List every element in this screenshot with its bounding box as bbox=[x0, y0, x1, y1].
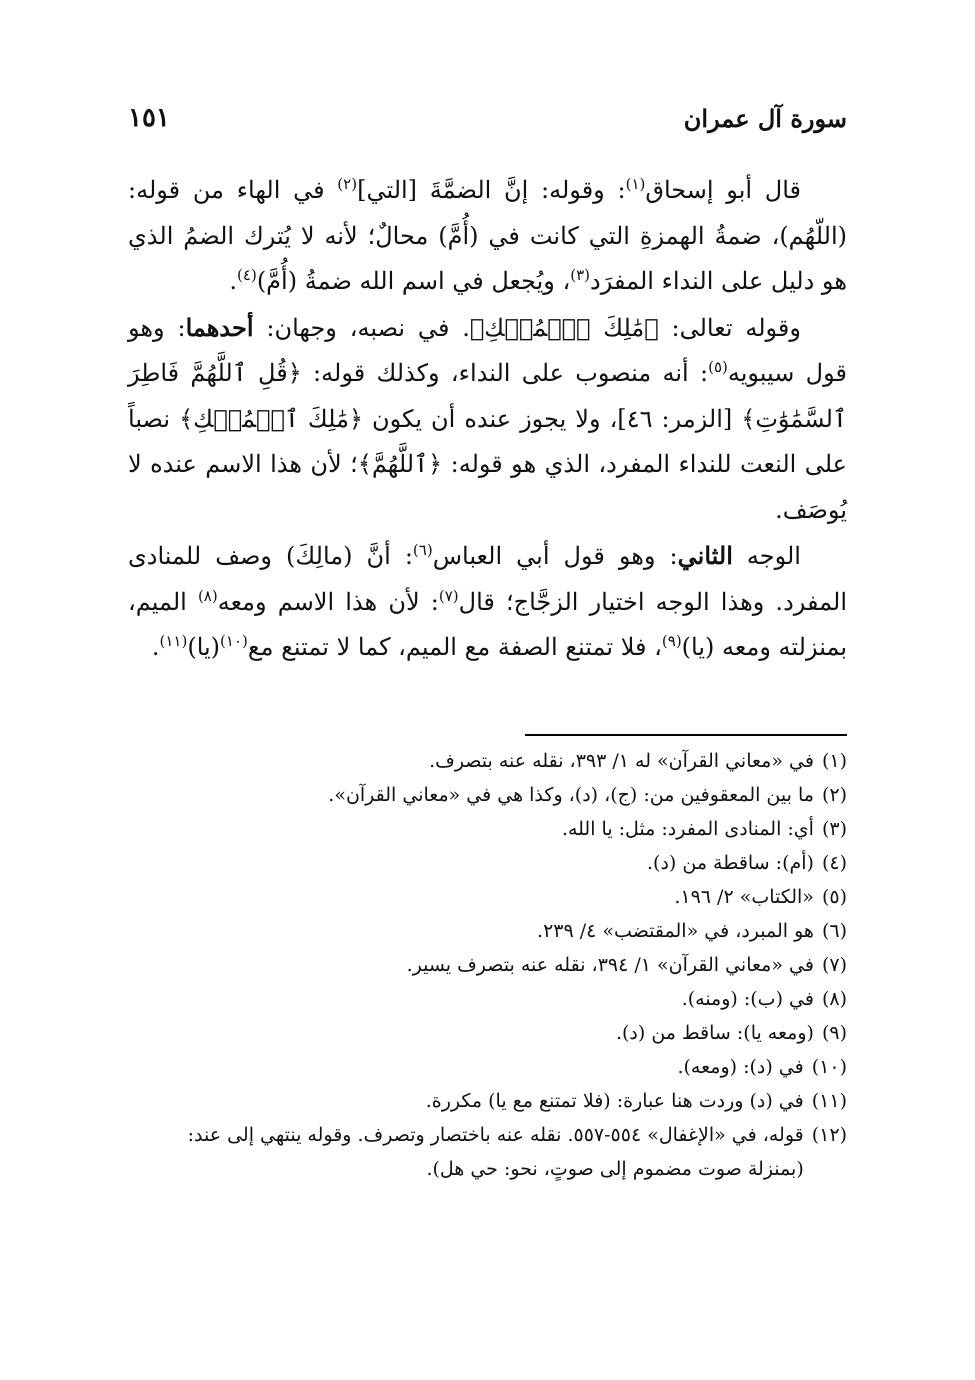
footnote-number: (٨) bbox=[821, 988, 847, 1010]
footnote-ref: (٦) bbox=[412, 541, 433, 559]
footnote-text: ما بين المعقوفين من: (ج)، (د)، وكذا هي في «معاني القرآن». bbox=[328, 784, 814, 806]
text-run: ، ويُجعل في اسم الله ضمةُ (أُمَّ) bbox=[256, 267, 571, 295]
text-run: الوجه bbox=[732, 542, 801, 570]
text-run: . bbox=[151, 633, 160, 661]
footnote bbox=[128, 1084, 847, 1118]
bold-term: الثاني bbox=[677, 541, 733, 570]
footnote-text: في (ب): (ومنه). bbox=[681, 988, 814, 1010]
footnote bbox=[128, 778, 847, 812]
text-run: : أنه منصوب على النداء، وكذلك قوله: ﴿قُلِ ٱللَّهُمَّ فَاطِرَ ٱلسَّمَٰوَٰتِ﴾ [الزمر: ٤٦]، ولا يجوز عنده أن يكون ﴿مَٰلِكَ ٱلۡمُلۡكِ﴾ نصباً على النعت للنداء المفرد، الذي هو قوله: ﴿ٱللَّهُمَّ﴾؛ لأن هذا الاسم عنده لا يُوصَف. bbox=[128, 359, 847, 524]
main-text bbox=[128, 168, 847, 671]
footnote-text: أي: المنادى المفرد: مثل: يا الله. bbox=[561, 818, 814, 840]
footnote-number: (٤) bbox=[821, 852, 847, 874]
footnote bbox=[128, 880, 847, 914]
text-run: الميم، بمنزلته ومعه (يا) bbox=[128, 587, 847, 661]
bold-term: أحدهما bbox=[185, 312, 254, 342]
footnote bbox=[128, 982, 847, 1016]
running-title: سورة آل عمران bbox=[683, 103, 847, 133]
text-run: : وهو قول سيبويه bbox=[128, 313, 847, 387]
footnote-text: (ومعه يا): ساقط من (د). bbox=[615, 1022, 814, 1044]
text-run: : وهو قول أبي العباس bbox=[432, 542, 678, 570]
footnote-number: (٧) bbox=[821, 954, 847, 976]
footnote-number: (٥) bbox=[821, 886, 847, 908]
footnote-number: (٢) bbox=[821, 784, 847, 806]
footnote-ref: (١١) bbox=[159, 632, 188, 650]
text-run: (يا) bbox=[187, 633, 221, 661]
footnote-number: (٩) bbox=[821, 1022, 847, 1044]
footnotes bbox=[128, 744, 847, 1186]
footnote-number: (١٢) bbox=[811, 1124, 847, 1146]
footnote-ref: (٣) bbox=[570, 266, 591, 284]
footnote-ref: (١٠) bbox=[220, 632, 248, 650]
text-run: ، فلا تمتنع الصفة مع الميم، كما لا تمتنع مع bbox=[247, 633, 662, 661]
text-run: وقوله تعالى: ﴿مَٰلِكَ ٱلۡمُلۡكِ﴾. في نصبه، وجهان: bbox=[253, 313, 801, 342]
footnote-text: في «معاني القرآن» ١/ ٣٩٤، نقله عنه بتصرف يسير. bbox=[406, 954, 814, 976]
footnote-text: قوله، في «الإغفال» ٥٥٤-٥٥٧. نقله عنه باختصار وتصرف. وقوله ينتهي إلى عند: (بمنزلة صوت مضموم إلى صوتٍ، نحو: حي هل). bbox=[187, 1124, 804, 1180]
footnote-number: (٦) bbox=[821, 920, 847, 942]
footnote-ref: (٤) bbox=[237, 266, 257, 284]
footnote-ref: (٢) bbox=[337, 175, 358, 193]
page-number: ١٥١ bbox=[128, 103, 170, 133]
paragraph-1 bbox=[128, 168, 847, 305]
footnote bbox=[128, 744, 847, 778]
footnote-ref: (٥) bbox=[708, 358, 728, 376]
footnote-number: (١) bbox=[821, 750, 847, 772]
paragraph-3 bbox=[128, 533, 847, 671]
footnote-ref: (١) bbox=[625, 175, 646, 193]
footnote-ref: (٧) bbox=[438, 586, 459, 605]
page-header bbox=[128, 96, 847, 140]
text-run: قال أبو إسحاق bbox=[645, 176, 802, 204]
footnote bbox=[128, 948, 847, 982]
footnote bbox=[128, 812, 847, 846]
text-run: : أنَّ (مالِكَ) وصف للمنادى المفرد. وهذا الوجه اختيار الزجَّاج؛ قال bbox=[128, 542, 847, 616]
footnote-text: هو المبرد، في «المقتضب» ٤/ ٢٣٩. bbox=[537, 920, 814, 942]
footnote-text: «الكتاب» ٢/ ١٩٦. bbox=[674, 886, 814, 908]
footnote-ref: (٨) bbox=[197, 586, 218, 605]
footnote-text: في «معاني القرآن» له ١/ ٣٩٣، نقله عنه بتصرف. bbox=[429, 750, 814, 772]
footnote-number: (١٠) bbox=[811, 1056, 847, 1078]
footnote-text: في (د) وردت هنا عبارة: (فلا تمتنع مع يا) مكررة. bbox=[425, 1090, 804, 1112]
footnote bbox=[128, 914, 847, 948]
text-run: . bbox=[229, 267, 238, 295]
footnote-ref: (٩) bbox=[661, 632, 682, 650]
text-run: : لأن هذا الاسم ومعه bbox=[217, 587, 439, 616]
paragraph-2 bbox=[128, 305, 847, 534]
footnote-text: في (د): (ومعه). bbox=[677, 1056, 804, 1078]
footnote-number: (١١) bbox=[811, 1090, 847, 1112]
text-run: في الهاء من قوله: (اللّهُم)، ضمةُ الهمزةِ التي كانت في (أُمَّ) محالٌ؛ لأنه لا يُترك الضمُ الذي هو دليل على النداء المفرَد bbox=[128, 176, 847, 295]
footnote-divider bbox=[525, 734, 847, 736]
footnote bbox=[128, 1118, 847, 1186]
footnote-text: (أم): ساقطة من (د). bbox=[647, 852, 814, 874]
footnote-number: (٣) bbox=[821, 818, 847, 840]
footnote bbox=[128, 1016, 847, 1050]
footnote bbox=[128, 1050, 847, 1084]
footnote bbox=[128, 846, 847, 880]
text-run: : وقوله: إنَّ الضمَّةَ [التي] bbox=[357, 176, 626, 204]
